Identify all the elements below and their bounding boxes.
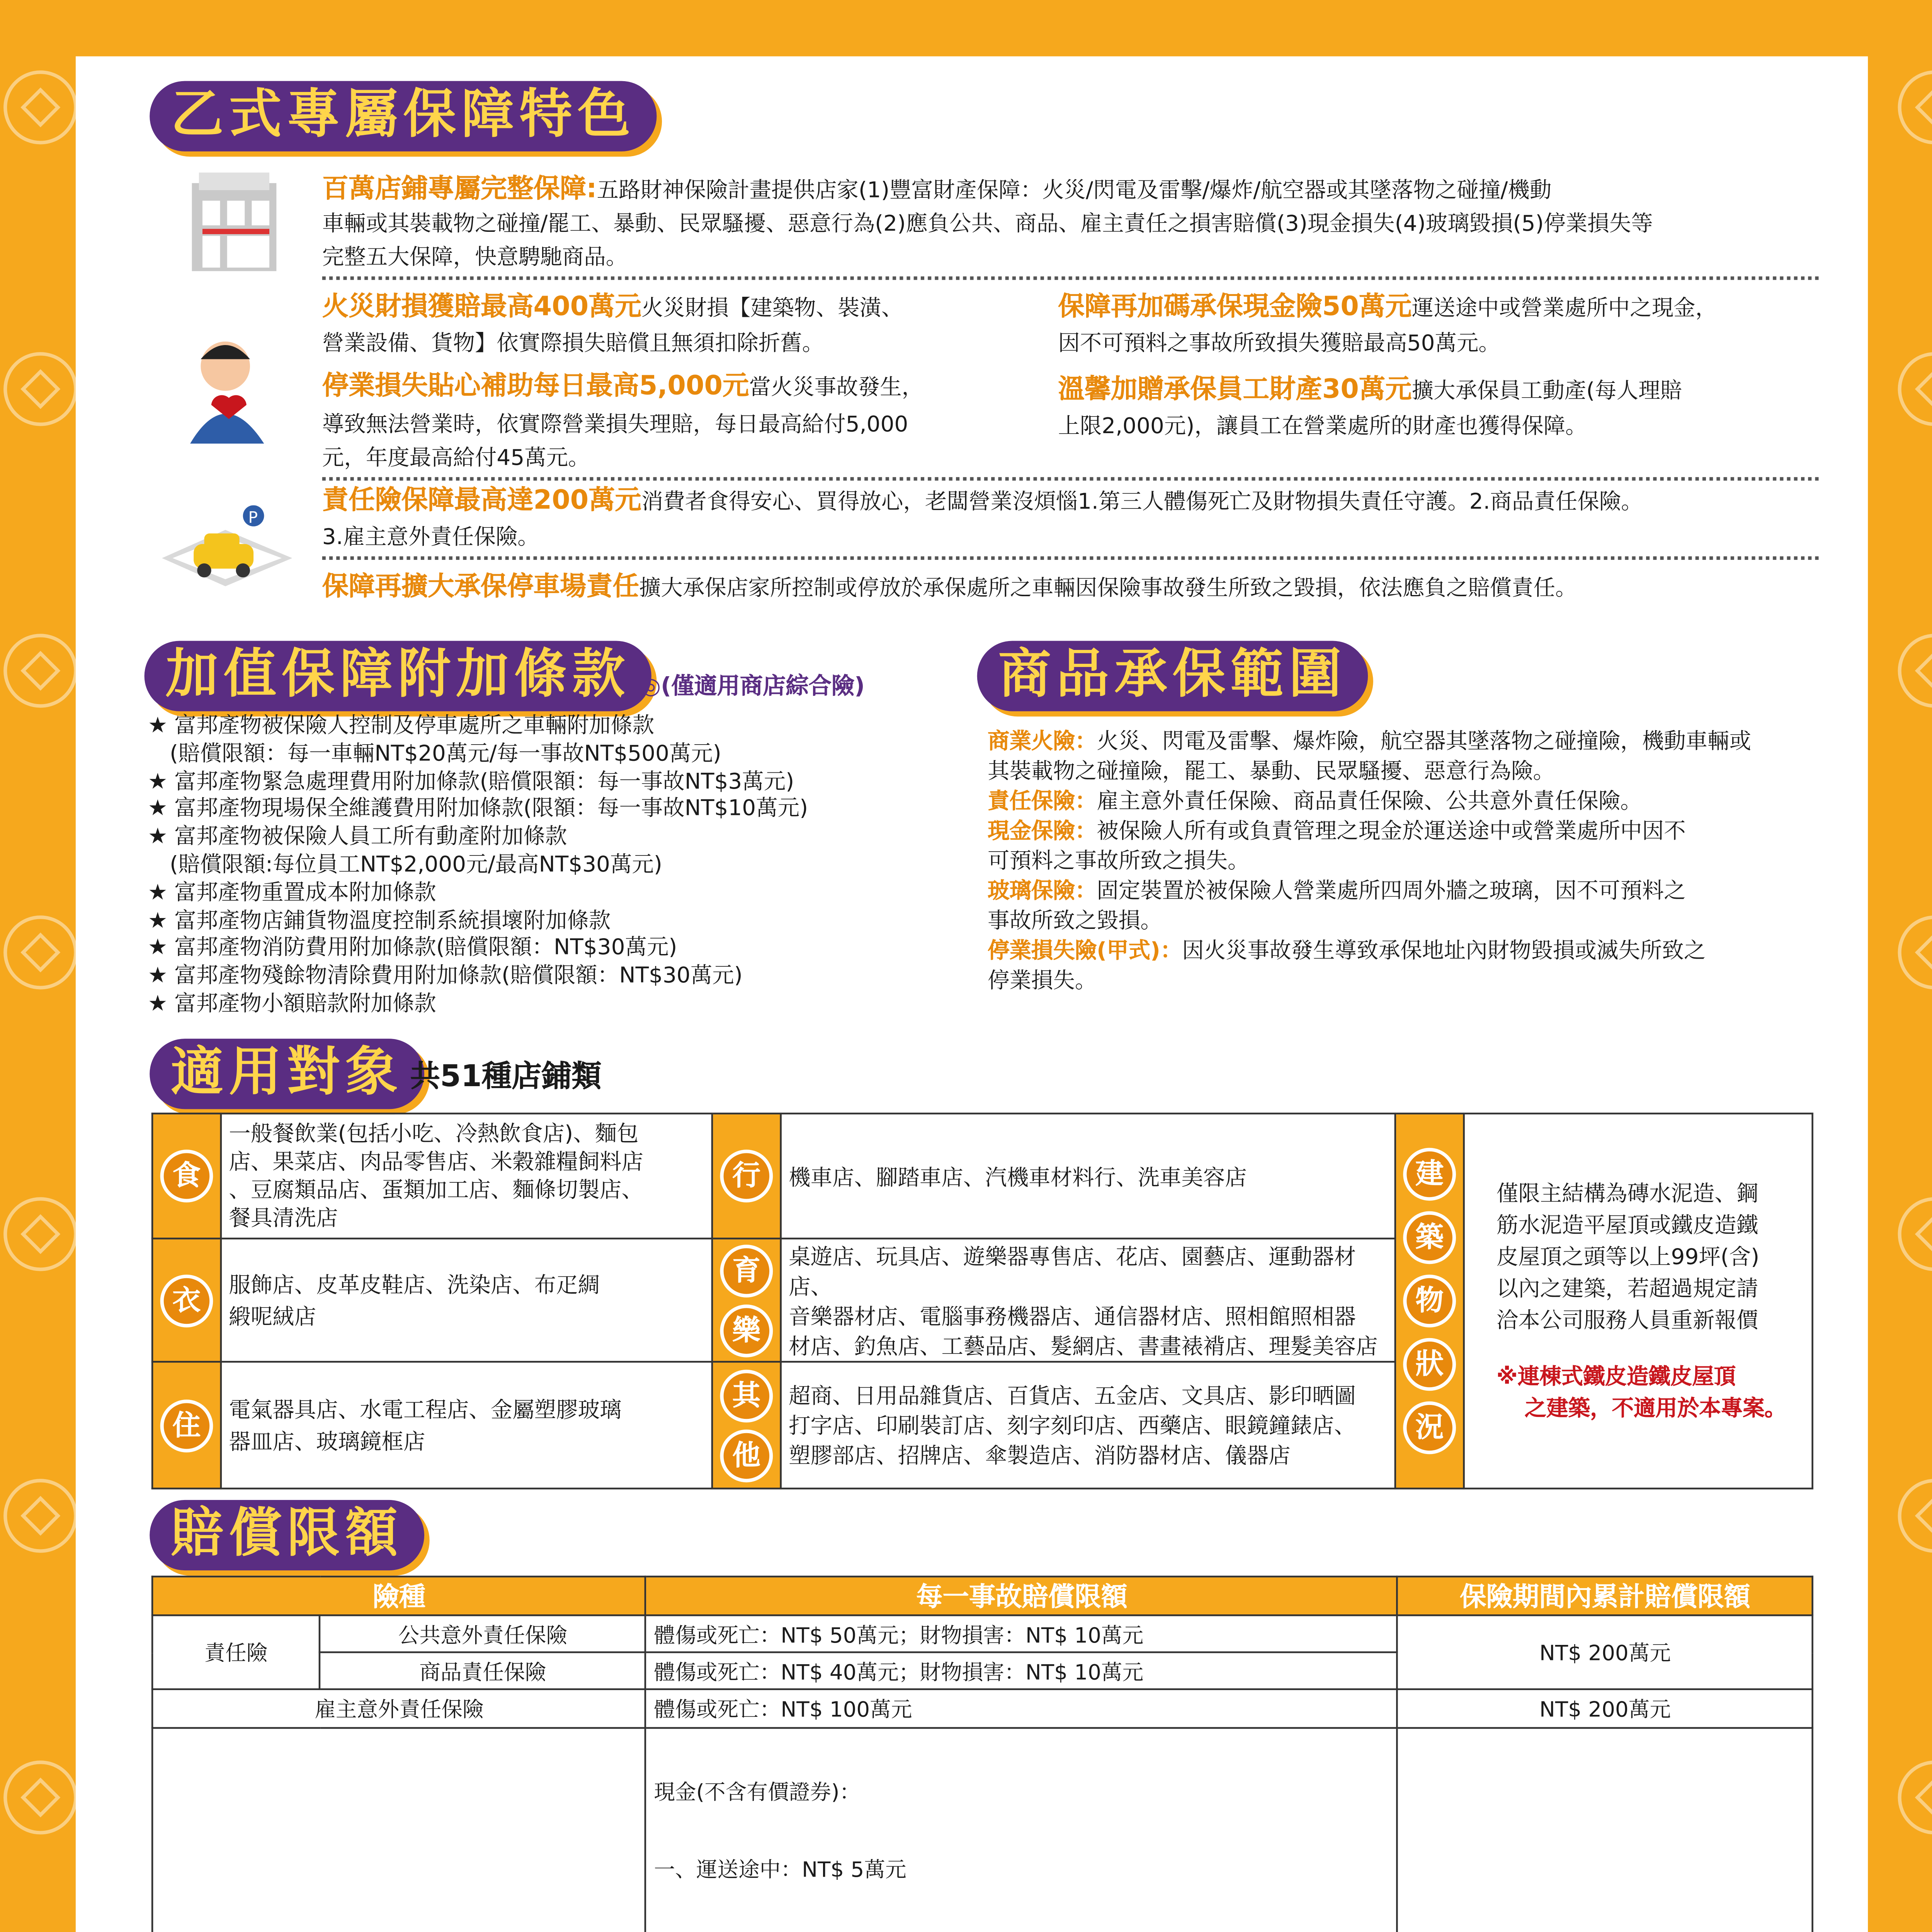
feature-7-text: 擴大承保店家所控制或停放於承保處所之車輛因保險事故發生所致之毀損，依法應負之賠償責任。 — [639, 574, 1577, 600]
feature-5-text: 擴大承保員工動產(每人理賠 — [1412, 377, 1682, 403]
coin-pattern-icon — [1898, 1760, 1932, 1834]
coin-pattern-icon — [1898, 1479, 1932, 1553]
coin-pattern-icon — [3, 1760, 77, 1834]
list-item: 皮屋頂之頭等以上99坪(含) — [1496, 1243, 1760, 1270]
education-icon: 樂 — [720, 1304, 773, 1357]
table-cell: 體傷或死亡：NT$ 40萬元；財物損害：NT$ 10萬元 — [646, 1652, 1398, 1689]
table-cell: NT$ 200萬元 — [1398, 1615, 1812, 1689]
table-cell: 體傷或死亡：NT$ 50萬元；財物損害：NT$ 10萬元 — [646, 1615, 1398, 1652]
coverage-item — [988, 845, 1751, 875]
coin-pattern-icon — [3, 1479, 77, 1553]
addons-note: ◎(僅適用商店綜合險) — [641, 674, 865, 701]
feature-1-text: 車輛或其裝載物之碰撞/罷工、暴動、民眾騷擾、惡意行為(2)應負公共、商品、雇主責任之損害賠償(3)現金損失(4)玻璃毀損(5)停業損失等 — [322, 209, 1653, 236]
table-cell — [1398, 1728, 1812, 1932]
coverage-item — [988, 785, 1751, 815]
list-item: 洽本公司服務人員重新報價 — [1496, 1306, 1759, 1333]
addon-item: ★ 富邦產物緊急處理費用附加條款(賠償限額：每一事故NT$3萬元) — [148, 767, 794, 793]
coin-pattern-icon — [1898, 915, 1932, 989]
coverage-item — [988, 725, 1751, 755]
list-item: 音樂器材店、電腦事務機器店、通信器材店、照相館照相器 — [789, 1302, 1356, 1328]
addon-item: ★ 富邦產物現場保全維護費用附加條款(限額：每一事故NT$10萬元) — [148, 794, 808, 821]
coverage-label: 責任保險： — [988, 787, 1097, 813]
coin-pattern-icon — [1898, 352, 1932, 426]
coverage-item — [988, 875, 1751, 905]
coverage-label: 玻璃保險： — [988, 876, 1097, 903]
list-item: 塑膠部店、招牌店、傘製造店、消防器材店、儀器店 — [789, 1442, 1291, 1468]
feature-4-text: 導致無法營業時，依實際營業損失理賠，每日最高給付5,000 — [322, 410, 908, 437]
feature-5-text: 上限2,000元)，讓員工在營業處所的財產也獲得保障。 — [1058, 412, 1587, 439]
addon-item: ★ 富邦產物店鋪貨物溫度控制系統損壞附加條款 — [148, 906, 611, 932]
coverage-text: 停業損失。 — [988, 966, 1097, 993]
coin-pattern-icon — [3, 915, 77, 989]
feature-2-text: 營業設備、貨物】依實際損失賠償且無須扣除折舊。 — [322, 329, 824, 356]
food-icon: 食 — [160, 1150, 213, 1202]
building-icon: 建 — [1403, 1148, 1456, 1201]
other-icon: 其 — [720, 1369, 773, 1422]
clothing-icon: 衣 — [160, 1274, 213, 1327]
table-cell: NT$ 200萬元 — [1398, 1689, 1812, 1728]
addon-item: (賠償限額：每一車輛NT$20萬元/每一事故NT$500萬元) — [148, 739, 721, 766]
parking-car-icon — [155, 505, 299, 594]
feature-3-text: 運送途中或營業處所中之現金， — [1412, 294, 1717, 321]
coin-pattern-icon — [1898, 634, 1932, 707]
coverage-text: 火災、閃電及雷擊、爆炸險，航空器其墜落物之碰撞險，機動車輛或 — [1097, 727, 1751, 754]
table-cell: 公共意外責任保險 — [320, 1615, 646, 1652]
table-cell: 責任險 — [152, 1615, 320, 1689]
coin-pattern-icon — [3, 1197, 77, 1271]
table-cell — [152, 1728, 646, 1932]
addon-item: ★ 富邦產物被保險人員工所有動產附加條款 — [148, 822, 567, 849]
shopkeeper-heart-icon — [183, 335, 275, 444]
coin-pattern-icon — [1898, 70, 1932, 144]
list-item: 緞呢絨店 — [229, 1302, 316, 1328]
coverage-text: 事故所致之毀損。 — [988, 906, 1162, 933]
table-cell: 雇主意外責任保險 — [152, 1689, 646, 1728]
applicable-table — [151, 1113, 1813, 1490]
addon-item: ★ 富邦產物消防費用附加條款(賠償限額：NT$30萬元) — [148, 934, 677, 960]
coverage-item — [988, 935, 1751, 964]
feature-1-title: 百萬店鋪專屬完整保障: — [322, 172, 597, 204]
feature-7-title: 保障再擴大承保停車場責任 — [322, 570, 639, 602]
feature-6-title: 責任險保障最高達200萬元 — [322, 484, 641, 516]
feature-6-text: 消費者食得安心、買得放心，老闆營業沒煩惱1.第三人體傷死亡及財物損失責任守護。2.商品責任保險。 — [641, 488, 1643, 514]
coverage-label: 停業損失險(甲式)： — [988, 936, 1182, 963]
divider — [322, 276, 1819, 280]
feature-4-text: 當火災事故發生， — [749, 373, 924, 400]
section-title-addons: 加值保障附加條款 — [145, 641, 651, 711]
list-item: 店、果菜店、肉品零售店、米穀雜糧飼料店 — [229, 1148, 643, 1174]
feature-6-text: 3.雇主意外責任保險。 — [322, 523, 539, 549]
addons-list — [148, 711, 808, 1017]
feature-2-title: 火災財損獲賠最高400萬元 — [322, 290, 641, 322]
list-item: 僅限主結構為磚水泥造、鋼 — [1496, 1179, 1759, 1206]
education-icon: 育 — [720, 1244, 773, 1297]
coverage-text: 固定裝置於被保險人營業處所四周外牆之玻璃，因不可預料之 — [1097, 876, 1686, 903]
section-title-applicable: 適用對象 — [150, 1039, 424, 1109]
list-item: 材店、釣魚店、工藝品店、髮網店、書畫裱褙店、理髮美容店 — [789, 1332, 1378, 1359]
coin-pattern-icon — [3, 70, 77, 144]
building-icon: 狀 — [1403, 1338, 1456, 1391]
coin-pattern-icon — [1898, 1197, 1932, 1271]
coverage-text: 因火災事故發生導致承保地址內財物毀損或滅失所致之 — [1182, 936, 1706, 963]
coverage-label: 現金保險： — [988, 817, 1097, 844]
section-title-coverage: 商品承保範圍 — [977, 641, 1368, 711]
list-item: 電氣器具店、水電工程店、金屬塑膠玻璃 — [229, 1395, 622, 1422]
coverage-item — [988, 755, 1751, 785]
list-item: 打字店、印刷裝訂店、刻字刻印店、西藥店、眼鏡鐘錶店、 — [789, 1412, 1356, 1439]
limits-table — [151, 1576, 1813, 1932]
table-cell: 一、運送途中：NT$ 5萬元 — [654, 1856, 906, 1881]
building-icon: 築 — [1403, 1211, 1456, 1264]
addon-item: ★ 富邦產物小額賠款附加條款 — [148, 989, 436, 1016]
limits-header: 保險期間內累計賠償限額 — [1398, 1577, 1812, 1615]
addon-item: ★ 富邦產物殘餘物清除費用附加條款(賠償限額：NT$30萬元) — [148, 961, 743, 988]
table-cell: 商品責任保險 — [320, 1652, 646, 1689]
list-item: 超商、日用品雜貨店、百貨店、五金店、文具店、影印晒圖 — [789, 1382, 1356, 1408]
feature-1-text: 五路財神保險計畫提供店家(1)豐富財產保障：火災/閃電及雷擊/爆炸/航空器或其墜落物之碰撞/機動 — [597, 176, 1552, 202]
coverage-text: 雇主意外責任保險、商品責任保險、公共意外責任保險。 — [1097, 787, 1642, 813]
coverage-text: 可預料之事故所致之損失。 — [988, 847, 1250, 873]
feature-2-text: 火災財損【建築物、裝潢、 — [641, 294, 903, 321]
coverage-text: 被保險人所有或負責管理之現金於運送途中或營業處所中因不 — [1097, 817, 1686, 844]
other-icon: 他 — [720, 1429, 773, 1481]
coverage-item — [988, 905, 1751, 935]
divider — [322, 556, 1819, 560]
limits-header: 每一事故賠償限額 — [646, 1577, 1398, 1615]
addon-item: (賠償限額:每位員工NT$2,000元/最高NT$30萬元) — [148, 850, 662, 877]
feature-3-title: 保障再加碼承保現金險50萬元 — [1058, 290, 1412, 322]
coverage-item — [988, 815, 1751, 845]
building-note: 之建築，不適用於本專案。 — [1524, 1394, 1787, 1421]
feature-3-text: 因不可預料之事故所致損失獲賠最高50萬元。 — [1058, 329, 1500, 356]
table-cell: 現金(不含有價證券)： — [654, 1780, 861, 1805]
coin-pattern-icon — [3, 634, 77, 707]
divider — [322, 477, 1819, 481]
list-item: 器皿店、玻璃鏡框店 — [229, 1427, 425, 1454]
svg-text:P: P — [248, 508, 258, 527]
list-item: 、豆腐類品店、蛋類加工店、麵條切製店、 — [229, 1176, 643, 1202]
applicable-count: 共51種店鋪類 — [410, 1060, 602, 1095]
feature-1-text: 完整五大保障，快意騁馳商品。 — [322, 243, 628, 270]
travel-icon: 行 — [720, 1150, 773, 1202]
feature-4-text: 元，年度最高給付45萬元。 — [322, 444, 590, 470]
coverage-label: 商業火險： — [988, 727, 1097, 754]
building-note: ※連棟式鐵皮造鐵皮屋頂 — [1496, 1362, 1736, 1389]
list-item: 機車店、腳踏車店、汽機車材料行、洗車美容店 — [781, 1114, 1395, 1238]
building-icon: 況 — [1403, 1401, 1456, 1454]
list-item: 餐具清洗店 — [229, 1204, 338, 1231]
feature-5-title: 溫馨加贈承保員工財產30萬元 — [1058, 373, 1412, 405]
list-item: 以內之建築，若超過規定請 — [1496, 1274, 1759, 1301]
coverage-list — [988, 725, 1751, 995]
coin-pattern-icon — [3, 352, 77, 426]
coverage-text: 其裝載物之碰撞險，罷工、暴動、民眾騷擾、惡意行為險。 — [988, 757, 1555, 784]
building-icon: 物 — [1403, 1275, 1456, 1328]
addon-item: ★ 富邦產物被保險人控制及停車處所之車輛附加條款 — [148, 711, 655, 738]
limits-header: 險種 — [152, 1577, 646, 1615]
store-building-icon — [181, 165, 287, 274]
table-cell: 體傷或死亡：NT$ 100萬元 — [646, 1689, 1398, 1728]
feature-4-title: 停業損失貼心補助每日最高5,000元 — [322, 369, 749, 401]
addon-item: ★ 富邦產物重置成本附加條款 — [148, 878, 436, 905]
coverage-item — [988, 965, 1751, 995]
section-title-features: 乙式專屬保障特色 — [150, 81, 656, 151]
housing-icon: 住 — [160, 1399, 213, 1452]
list-item: 服飾店、皮革皮鞋店、洗染店、布疋綢 — [229, 1270, 600, 1297]
list-item: 一般餐飲業(包括小吃、冷熱飲食店)、麵包 — [229, 1119, 639, 1146]
section-title-limits: 賠償限額 — [150, 1500, 424, 1570]
list-item: 桌遊店、玩具店、遊樂器專售店、花店、園藝店、運動器材店、 — [789, 1242, 1356, 1299]
list-item: 筋水泥造平屋頂或鐵皮造鐵 — [1496, 1211, 1759, 1238]
